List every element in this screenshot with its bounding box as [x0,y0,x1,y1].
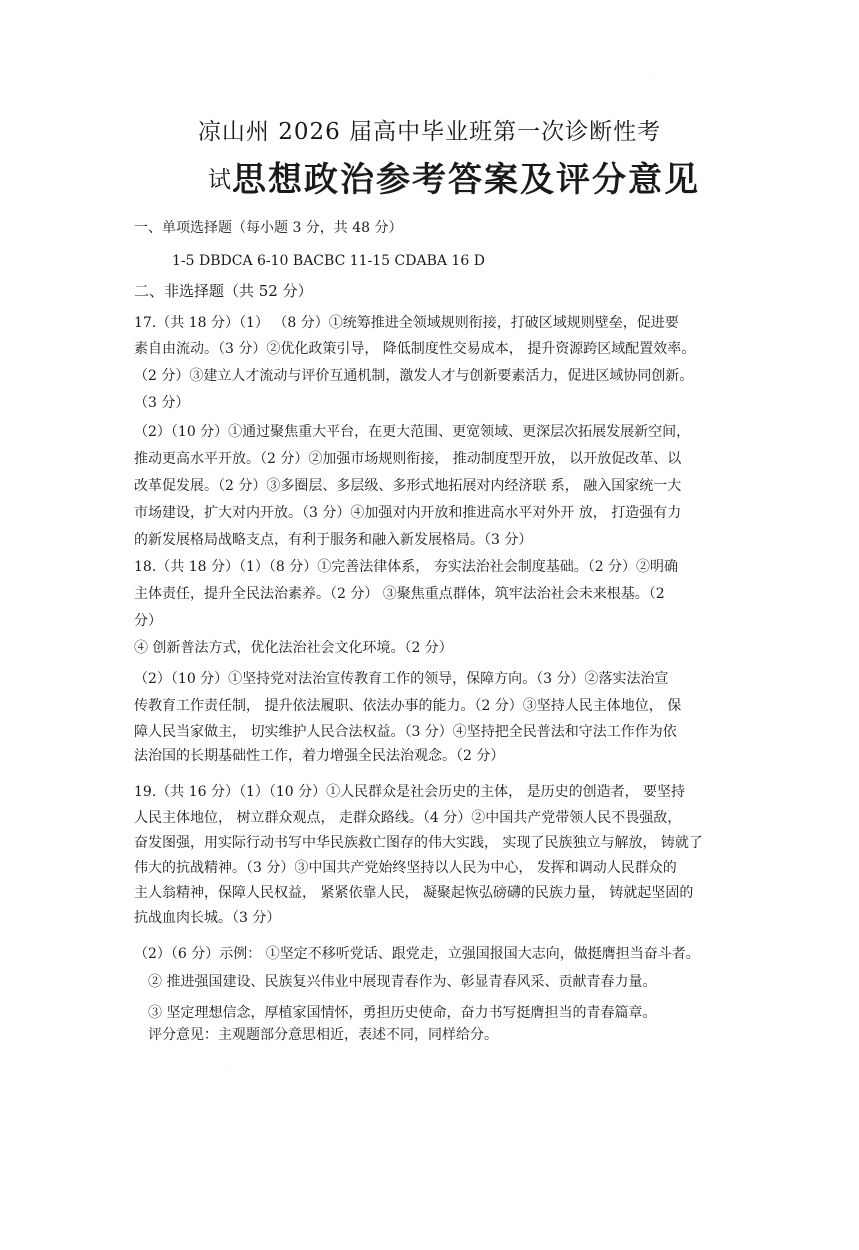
q17-line-2: 素自由流动。（3 分）②优化政策引导， 降低制度性交易成本， 提升资源跨区域配置效率。 [134,341,696,357]
q19-line-6: 抗战血肉长城。（3 分） [134,910,281,926]
section-1-heading: 一、单项选择题（每小题 3 分，共 48 分） [134,220,403,236]
q18-line-3: 分） [134,613,162,629]
scan-speck: · [228,1068,230,1075]
mcq-answers: 1-5 DBDCA 6-10 BACBC 11-15 CDABA 16 D [172,253,485,269]
q17-line-9: 的新发展格局战略支点，有利于服务和融入新发展格局。（3 分） [134,532,533,548]
q18-line-7: 障人民当家做主， 切实维护人民合法权益。（3 分）④坚持把全民普法和守法工作作为依 [134,724,677,740]
q19-line-8: ② 推进强国建设、民族复兴伟业中展现青春作为、彰显青春风采、贡献青春力量。 [148,974,657,990]
scan-speck: · [652,74,654,81]
q18-line-2: 主体责任，提升全民法治素养。（2 分） ③聚焦重点群体，筑牢法治社会未来根基。（2 [134,586,665,602]
title-line2-prefix: 试 [208,167,232,193]
q19-line-5: 主人翁精神，保障人民权益， 紧紧依靠人民， 凝聚起恢弘磅礴的民族力量， 铸就起坚固的 [134,885,694,901]
q19-line-3: 奋发图强，用实际行动书写中华民族救亡图存的伟大实践， 实现了民族独立与解放， 铸就了 [134,835,703,851]
q19-line-4: 伟大的抗战精神。（3 分）③中国共产党始终坚持以人民为中心， 发挥和调动人民群众的 [134,860,677,876]
q18-line-5: （2）（10 分）①坚持党对法治宣传教育工作的领导，保障方向。（3 分）②落实法治宣 [134,671,669,687]
q19-line-7: （2）（6 分）示例： ①坚定不移听党话、跟党走，立强国报国大志向，做挺膺担当奋斗者。 [134,946,700,962]
q19-line-1: 19.（共 16 分）（1）（10 分）①人民群众是社会历史的主体， 是历史的创造者， 要坚持 [134,784,686,800]
document-title-line1: 凉山州 2026 届高中毕业班第一次诊断性考 [197,119,662,145]
q17-line-1: 17.（共 18 分）（1） （8 分）①统筹推进全领域规则衔接，打破区域规则壁垒，促进要 [134,315,679,331]
q17-line-7: 改革促发展。（2 分）③多圈层、多层级、多形式地拓展对内经济联 系， 融入国家统一大 [134,478,682,494]
q18-line-8: 法治国的长期基础性工作，着力增强全民法治观念。（2 分） [134,748,505,764]
q18-line-1: 18.（共 18 分）（1）（8 分）①完善法律体系， 夯实法治社会制度基础。（2 分）②明确 [134,559,679,575]
section-2-heading: 二、非选择题（共 52 分） [134,282,313,300]
q17-line-4: （3 分） [134,395,190,411]
q19-line-2: 人民主体地位， 树立群众观点， 走群众路线。（4 分）②中国共产党带领人民不畏强敌， [134,810,682,826]
q18-line-4: ④ 创新普法方式，优化法治社会文化环境。（2 分） [134,640,453,656]
q17-line-6: 推动更高水平开放。（2 分）②加强市场规则衔接， 推动制度型开放， 以开放促改革、以 [134,451,682,467]
q17-line-5: （2）（10 分）①通过聚焦重大平台，在更大范围、更宽领域、更深层次拓展发展新空间， [134,424,691,440]
q18-line-6: 传教育工作责任制， 提升依法履职、依法办事的能力。（2 分）③坚持人民主体地位， 保 [134,698,682,714]
document-title-line2 [208,157,700,209]
q19-line-9: ③ 坚定理想信念，厚植家国情怀，勇担历史使命，奋力书写挺膺担当的青春篇章。 [148,1005,657,1021]
title-line2-main: 思想政治参考答案及评分意见 [232,160,700,200]
q17-line-3: （2 分）③建立人才流动与评价互通机制，激发人才与创新要素活力，促进区域协同创新。 [134,368,694,384]
grading-note: 评分意见：主观题部分意思相近，表述不同，同样给分。 [148,1027,498,1043]
q17-line-8: 市场建设，扩大对内开放。（3 分）④加强对内开放和推进高水平对外开 放， 打造强有力 [134,505,682,521]
